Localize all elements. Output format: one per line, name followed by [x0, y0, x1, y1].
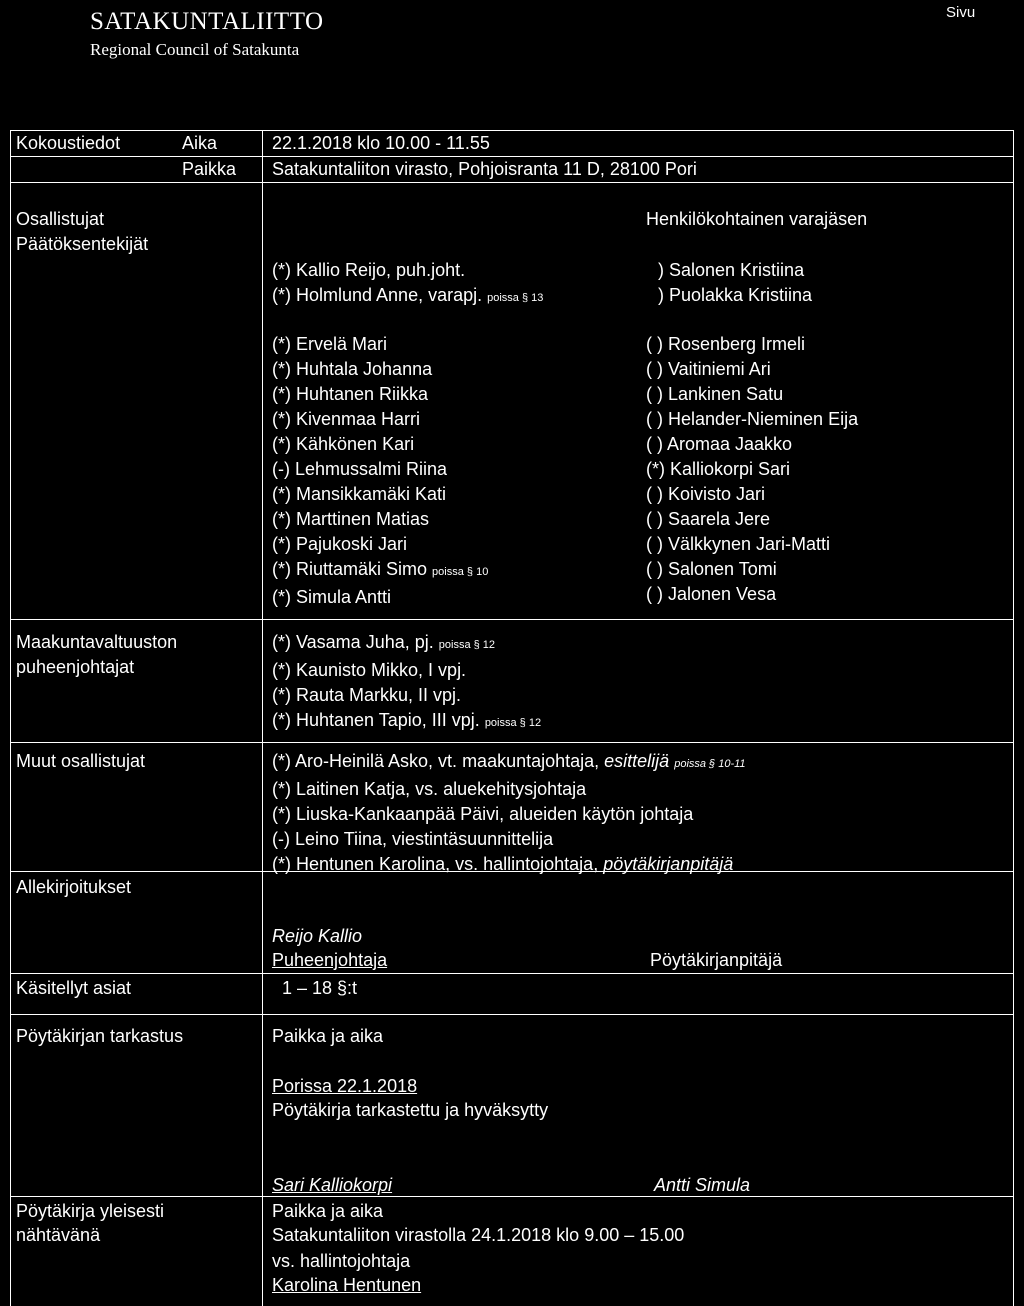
substitute-row: ( ) Rosenberg Irmeli: [646, 334, 806, 354]
reviewer-signatures: Sari Kalliokorpi Antti Simula: [272, 1175, 751, 1195]
member-row: (*) Kallio Reijo, puh.joht.: [272, 260, 466, 280]
row-divider: [10, 973, 1014, 974]
member-row: (*) Pajukoski Jari: [272, 534, 408, 554]
other-row: (*) Liuska-Kankaanpää Päivi, alueiden käytön johtaja: [272, 804, 694, 824]
member-list: [272, 332, 488, 610]
member-row: (*) Holmlund Anne, varapj. poissa § 13: [272, 285, 544, 305]
row-divider: [10, 619, 1014, 620]
substitute-row: ( ) Saarela Jere: [646, 509, 771, 529]
page-label: Sivu: [946, 4, 976, 21]
chair-row: (*) Vasama Juha, pj. poissa § 12: [272, 632, 496, 652]
time-value: 22.1.2018 klo 10.00 - 11.55: [272, 133, 490, 153]
substitute-row: ( ) Aromaa Jaakko: [646, 434, 793, 454]
public-name: Karolina Hentunen: [272, 1275, 422, 1295]
chair-list: [272, 258, 543, 311]
member-row: (*) Mansikkamäki Kati: [272, 484, 447, 504]
public-role: vs. hallintojohtaja: [272, 1251, 411, 1271]
column-divider: [262, 130, 263, 1306]
other-row: (*) Laitinen Katja, vs. aluekehitysjohtaja: [272, 779, 587, 799]
substitute-row: ( ) Salonen Tomi: [646, 559, 777, 579]
member-row: (*) Huhtala Johanna: [272, 359, 433, 379]
handled-value: 1 – 18 §:t: [282, 978, 358, 998]
place-label: Paikka: [182, 159, 237, 179]
other-row: (-) Leino Tiina, viestintäsuunnittelija: [272, 829, 554, 849]
others-list: [272, 749, 746, 877]
chair-substitute-list: [658, 258, 812, 308]
absence-note: poissa § 10: [432, 566, 489, 578]
time-label: Aika: [182, 133, 218, 153]
chair-row: (*) Huhtanen Tapio, III vpj. poissa § 12: [272, 710, 542, 730]
substitute-row: ( ) Jalonen Vesa: [646, 584, 777, 604]
substitute-row: ( ) Välkkynen Jari-Matti: [646, 534, 831, 554]
council-chairs-list: [272, 630, 541, 736]
member-row: (*) Marttinen Matias: [272, 509, 430, 529]
row-divider: [10, 182, 1014, 183]
member-row: (*) Kivenmaa Harri: [272, 409, 421, 429]
review-date: Porissa 22.1.2018: [272, 1076, 418, 1096]
substitute-row: ( ) Lankinen Satu: [646, 384, 784, 404]
public-label: Pöytäkirja yleisesti: [16, 1201, 165, 1221]
member-row: (*) Ervelä Mari: [272, 334, 388, 354]
review-place-time: Paikka ja aika: [272, 1026, 384, 1046]
member-row: (*) Kähkönen Kari: [272, 434, 415, 454]
absence-note: poissa § 10-11: [674, 758, 746, 770]
other-row: (*) Aro-Heinilä Asko, vt. maakuntajohtaja, esittelijä poissa § 10-11: [272, 751, 746, 771]
public-label-2: nähtävänä: [16, 1225, 101, 1245]
substitute-header: Henkilökohtainen varajäsen: [646, 209, 868, 229]
signatures-label: Allekirjoitukset: [16, 877, 132, 897]
decision-makers-label: Päätöksentekijät: [16, 234, 149, 254]
public-value: Satakuntaliiton virastolla 24.1.2018 klo 9.00 – 15.00: [272, 1225, 685, 1245]
participants-label: Osallistujat: [16, 209, 105, 229]
review-approved: Pöytäkirja tarkastettu ja hyväksytty: [272, 1100, 549, 1120]
other-row: (*) Hentunen Karolina, vs. hallintojohtaja, pöytäkirjanpitäjä: [272, 854, 734, 874]
review-label: Pöytäkirjan tarkastus: [16, 1026, 184, 1046]
chair-signature: Reijo Kallio: [272, 926, 363, 946]
substitute-list: [646, 332, 858, 607]
org-name: SATAKUNTALIITTO: [90, 8, 324, 35]
handled-label: Käsitellyt asiat: [16, 978, 132, 998]
member-row: (*) Simula Antti: [272, 587, 392, 607]
substitute-row: ( ) Vaitiniemi Ari: [646, 359, 771, 379]
row-divider: [10, 742, 1014, 743]
substitute-row: ( ) Koivisto Jari: [646, 484, 766, 504]
absence-note: poissa § 12: [438, 639, 496, 651]
chair-row: (*) Kaunisto Mikko, I vpj.: [272, 660, 467, 680]
member-row: (*) Riuttamäki Simo poissa § 10: [272, 559, 489, 579]
absence-note: poissa § 12: [484, 717, 542, 729]
substitute-row: ) Puolakka Kristiina: [658, 285, 813, 305]
member-row: (*) Huhtanen Riikka: [272, 384, 429, 404]
meeting-section-label: Kokoustiedot: [16, 133, 121, 153]
absence-note: poissa § 13: [487, 292, 544, 304]
signature-titles: Puheenjohtaja Pöytäkirjanpitäjä: [272, 950, 783, 970]
member-row: (-) Lehmussalmi Riina: [272, 459, 448, 479]
place-value: Satakuntaliiton virasto, Pohjoisranta 11 D, 28100 Pori: [272, 159, 697, 179]
org-subtitle: Regional Council of Satakunta: [90, 40, 300, 59]
council-chairs-label: Maakuntavaltuuston: [16, 632, 178, 652]
chair-row: (*) Rauta Markku, II vpj.: [272, 685, 462, 705]
public-place-time: Paikka ja aika: [272, 1201, 384, 1221]
substitute-row: (*) Kalliokorpi Sari: [646, 459, 791, 479]
substitute-row: ) Salonen Kristiina: [658, 260, 805, 280]
row-divider: [10, 1014, 1014, 1015]
others-label: Muut osallistujat: [16, 751, 146, 771]
council-chairs-label-2: puheenjohtajat: [16, 657, 135, 677]
substitute-row: ( ) Helander-Nieminen Eija: [646, 409, 859, 429]
